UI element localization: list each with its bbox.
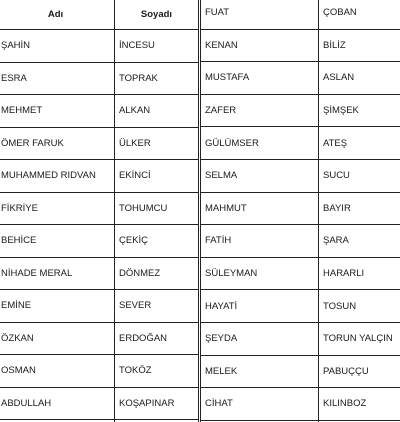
table-header-row (0, 0, 199, 30)
first-name-cell: ESRA (0, 62, 115, 95)
table-row (201, 257, 400, 290)
table-row (201, 0, 400, 29)
last-name-cell: ASLAN (319, 62, 400, 95)
table-row (0, 257, 199, 290)
first-name-cell: MEHMET (0, 95, 115, 128)
first-name-cell: FİKRİYE (0, 192, 115, 225)
first-name-cell: NİHADE MERAL (0, 257, 115, 290)
first-name-cell: CİHAT (201, 388, 319, 421)
last-name-cell: HARARLI (319, 257, 400, 290)
last-name-cell: DÖNMEZ (115, 257, 199, 290)
last-name-cell: SUCU (319, 159, 400, 192)
first-name-cell: ABDULLAH (0, 387, 115, 420)
left-table-body (0, 30, 199, 422)
first-name-cell: MELEK (201, 355, 319, 388)
last-name-header: Soyadı (115, 0, 199, 30)
first-name-header: Adı (0, 0, 115, 30)
table-row (201, 290, 400, 323)
table-row (201, 225, 400, 258)
table-row (0, 30, 199, 63)
first-name-cell: MAHMUT (201, 192, 319, 225)
last-name-cell: ERDOĞAN (115, 322, 199, 355)
first-name-cell: ZAFER (201, 94, 319, 127)
table-row (201, 62, 400, 95)
first-name-cell: ŞEYDA (201, 322, 319, 355)
table-row (201, 192, 400, 225)
table-row (0, 160, 199, 193)
last-name-cell: TOPRAK (115, 62, 199, 95)
first-name-cell: BEHİCE (0, 225, 115, 258)
table-row (201, 94, 400, 127)
table-row (0, 225, 199, 258)
last-name-cell: BAYIR (319, 192, 400, 225)
last-name-cell: ATEŞ (319, 127, 400, 160)
last-name-cell: TOHUMCU (115, 192, 199, 225)
table-row (201, 355, 400, 388)
last-name-cell: BİLİZ (319, 29, 400, 62)
last-name-cell: TOSUN (319, 290, 400, 323)
table-row (201, 159, 400, 192)
last-name-cell: ÇEKİÇ (115, 225, 199, 258)
names-table-left (0, 0, 199, 422)
first-name-cell: FATİH (201, 225, 319, 258)
last-name-cell: EKİNCİ (115, 160, 199, 193)
table-row (0, 62, 199, 95)
first-name-cell: GÜLÜMSER (201, 127, 319, 160)
first-name-cell: SÜLEYMAN (201, 257, 319, 290)
last-name-cell: ÜLKER (115, 127, 199, 160)
first-name-cell: EMİNE (0, 290, 115, 323)
table-row (0, 95, 199, 128)
table-row (0, 192, 199, 225)
table-row (0, 290, 199, 323)
last-name-cell: KOŞAPINAR (115, 387, 199, 420)
names-table-right (200, 0, 400, 422)
table-row (201, 127, 400, 160)
last-name-cell: İNCESU (115, 30, 199, 63)
right-table-body (201, 0, 400, 422)
table-row (0, 322, 199, 355)
first-name-cell: MUSTAFA (201, 62, 319, 95)
last-name-cell: ALKAN (115, 95, 199, 128)
first-name-cell: ÖZKAN (0, 322, 115, 355)
table-row (0, 355, 199, 388)
last-name-cell: PABUÇÇU (319, 355, 400, 388)
last-name-cell: TOKÖZ (115, 355, 199, 388)
table-row (0, 387, 199, 420)
table-row (201, 322, 400, 355)
last-name-cell: ŞİMŞEK (319, 94, 400, 127)
first-name-cell: FUAT (201, 0, 319, 29)
last-name-cell: ÇOBAN (319, 0, 400, 29)
table-row (201, 29, 400, 62)
first-name-cell: KENAN (201, 29, 319, 62)
first-name-cell: HAYATİ (201, 290, 319, 323)
last-name-cell: ŞARA (319, 225, 400, 258)
first-name-cell: SELMA (201, 159, 319, 192)
first-name-cell: ÖMER FARUK (0, 127, 115, 160)
table-row (0, 127, 199, 160)
last-name-cell: KILINBOZ (319, 388, 400, 421)
first-name-cell: MUHAMMED RIDVAN (0, 160, 115, 193)
last-name-cell: TORUN YALÇIN (319, 322, 400, 355)
first-name-cell: ŞAHİN (0, 30, 115, 63)
table-row (201, 388, 400, 421)
first-name-cell: OSMAN (0, 355, 115, 388)
last-name-cell: SEVER (115, 290, 199, 323)
